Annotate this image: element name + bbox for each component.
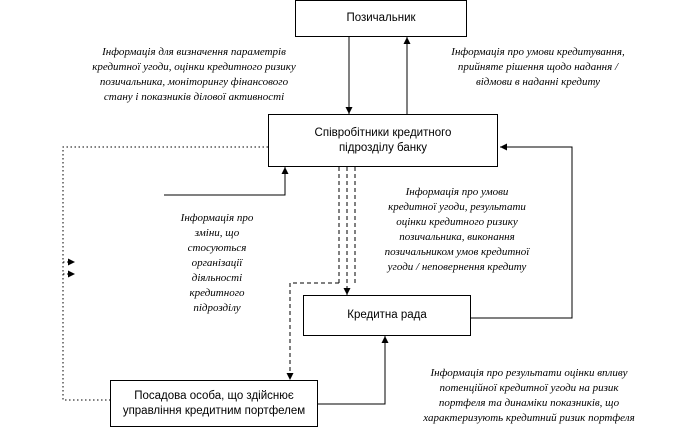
note-info-for-parameters: Інформація для визначення параметрів кредитної угоди, оцінки кредитного ризику позичальника, моніторингу фінансового стану і показників ділової активності — [92, 46, 296, 103]
borrower-box — [295, 0, 467, 37]
arrow-officer-to-council — [318, 336, 385, 404]
note-info-on-terms-decision: Інформація про умови кредитування, прийняте рішення щодо надання / відмови в наданні кредиту — [451, 46, 625, 88]
note-info-on-org-changes: Інформація про зміни, що стосуються організації діяльності кредитного підрозділу — [180, 212, 254, 314]
credit-staff-box — [268, 114, 498, 167]
portfolio-officer-label-1: Посадова особа, що здійснює — [134, 389, 294, 402]
credit-council-label: Кредитна рада — [347, 309, 427, 321]
credit-staff-label-2: підрозділу банку — [338, 141, 428, 154]
note-info-on-portfolio-impact: Інформація про результати оцінки впливу потенційної кредитної угоди на ризик портфеля та динаміки показників, що характеризують кредитний ризик портфеля — [423, 367, 635, 424]
portfolio-officer-label-2: управління кредитним портфелем — [122, 404, 306, 417]
credit-council-box — [303, 295, 471, 336]
credit-staff-label-1: Співробітники кредитного — [314, 126, 452, 139]
borrower-label: Позичальник — [346, 12, 416, 24]
note-info-on-terms-results: Інформація про умови кредитної угоди, результати оцінки кредитного ризику позичальника, виконання позичальником умов кредитної угоди / неповернення кредиту — [384, 186, 530, 273]
portfolio-officer-box — [110, 380, 318, 427]
arrow-external-to-staff — [164, 167, 285, 195]
